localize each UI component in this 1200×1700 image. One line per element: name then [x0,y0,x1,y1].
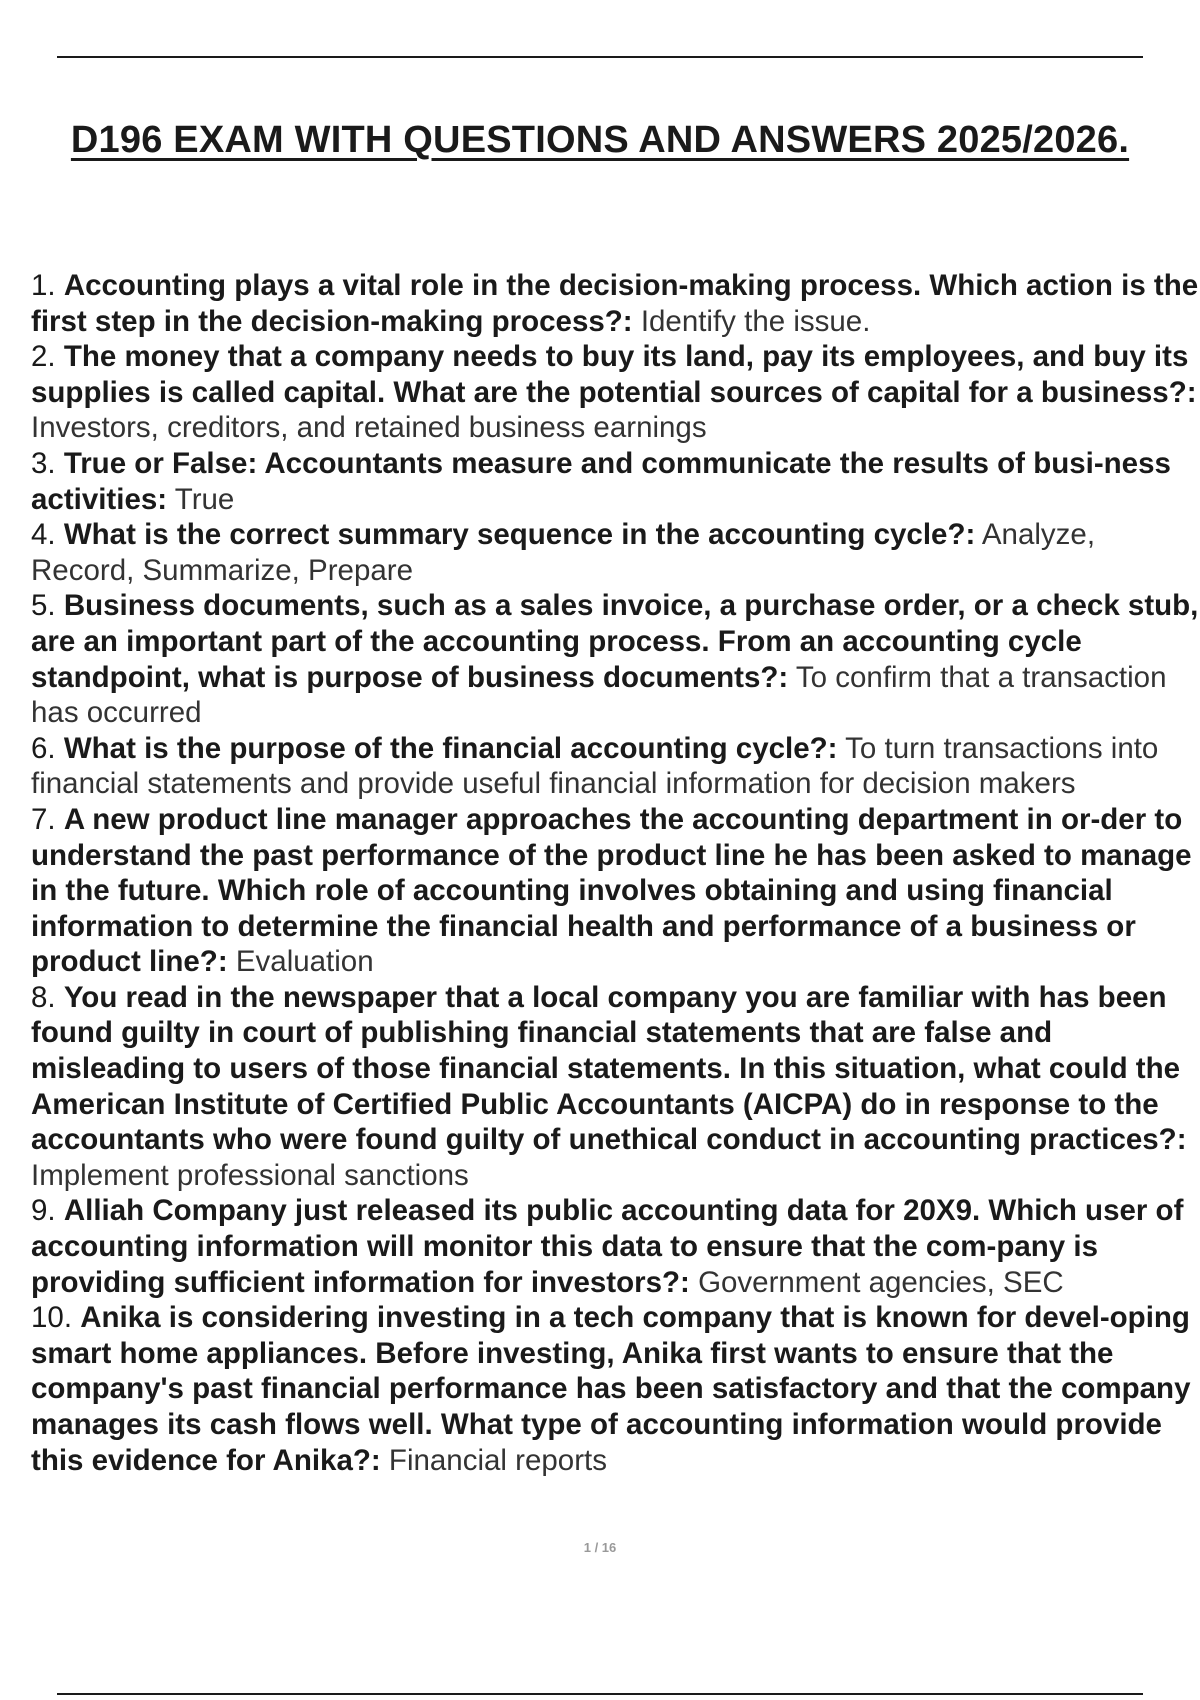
question-number: 3. [31,446,56,480]
answer-text: Investors, creditors, and retained business earnings [31,411,707,445]
question-number: 6. [31,731,56,765]
bottom-divider [57,1693,1143,1695]
question-text: Anika is considering investing in a tech company that is known for devel-oping smart home appliances. Before investing, Anika first wants to ensure that the company's past financial performance has been satisfactory and that the company manages its cash flows well. What type of accounting information would provide this evidence for Anika?: [31,1301,1191,1477]
answer-text: To turn transactions into financial statements and provide useful financial information for decision makers [31,731,1159,801]
question-number: 8. [31,980,56,1014]
qa-item [31,339,1199,446]
question-list [31,268,1199,1478]
qa-item [31,1300,1199,1478]
question-number: 7. [31,802,56,836]
answer-text: Analyze, Record, Summarize, Prepare [31,518,1096,587]
qa-item [31,802,1199,980]
question-text: Business documents, such as a sales invoice, a purchase order, or a check stub, are an important part of the accounting process. From an accounting cycle standpoint, what is purpose of business documents?: [31,589,1199,694]
answer-text: Financial reports [388,1443,607,1477]
qa-item [31,517,1199,588]
answer-text: True [174,482,235,516]
question-number: 4. [31,518,56,552]
document-title: D196 EXAM WITH QUESTIONS AND ANSWERS 2025/2026. [70,119,1130,161]
qa-item [31,446,1199,517]
question-number: 10. [31,1301,73,1335]
question-text: A new product line manager approaches the accounting department in or-der to understand the past performance of the product line he has been asked to manage in the future. Which role of accounting involves obtaining and using financial information to determine the financial health and performance of a business or product line?: [31,802,1192,979]
question-number: 5. [31,589,56,623]
qa-item [31,588,1199,730]
question-text: True or False: Accountants measure and communicate the results of busi-ness activities: [31,446,1171,516]
question-text: What is the correct summary sequence in the accounting cycle?: [63,518,976,552]
qa-item [31,980,1199,1194]
question-text: Alliah Company just released its public accounting data for 20X9. Which user of accounting information will monitor this data to ensure that the com-pany is providing sufficient information for investors?: [31,1194,1184,1299]
question-text: Accounting plays a vital role in the decision-making process. Which action is the first step in the decision-making process?: [31,269,1199,338]
question-text: The money that a company needs to buy its land, pay its employees, and buy its supplies is called capital. What are the potential sources of capital for a business?: [31,340,1197,409]
qa-item [31,731,1199,802]
question-text: You read in the newspaper that a local company you are familiar with has been found guilty in court of publishing financial statements that are false and misleading to users of those financial statements. In this situation, what could the American Institute of Certified Public Accountants (AICPA) do in response to the accountants who were found guilty of unethical conduct in accounting practices?: [31,980,1187,1157]
answer-text: Evaluation [235,945,374,979]
page-indicator: 1 / 16 [583,1540,617,1555]
question-text: What is the purpose of the financial accounting cycle?: [63,731,838,765]
qa-item [31,1193,1199,1300]
question-number: 2. [31,340,56,374]
question-number: 1. [31,269,56,302]
qa-item [31,268,1199,339]
top-divider [57,56,1143,58]
answer-text: Identify the issue. [640,304,871,338]
answer-text: Implement professional sanctions [31,1158,469,1192]
answer-text: To confirm that a transaction has occurred [31,660,1167,730]
answer-text: Government agencies, SEC [698,1265,1064,1299]
question-number: 9. [31,1194,56,1228]
